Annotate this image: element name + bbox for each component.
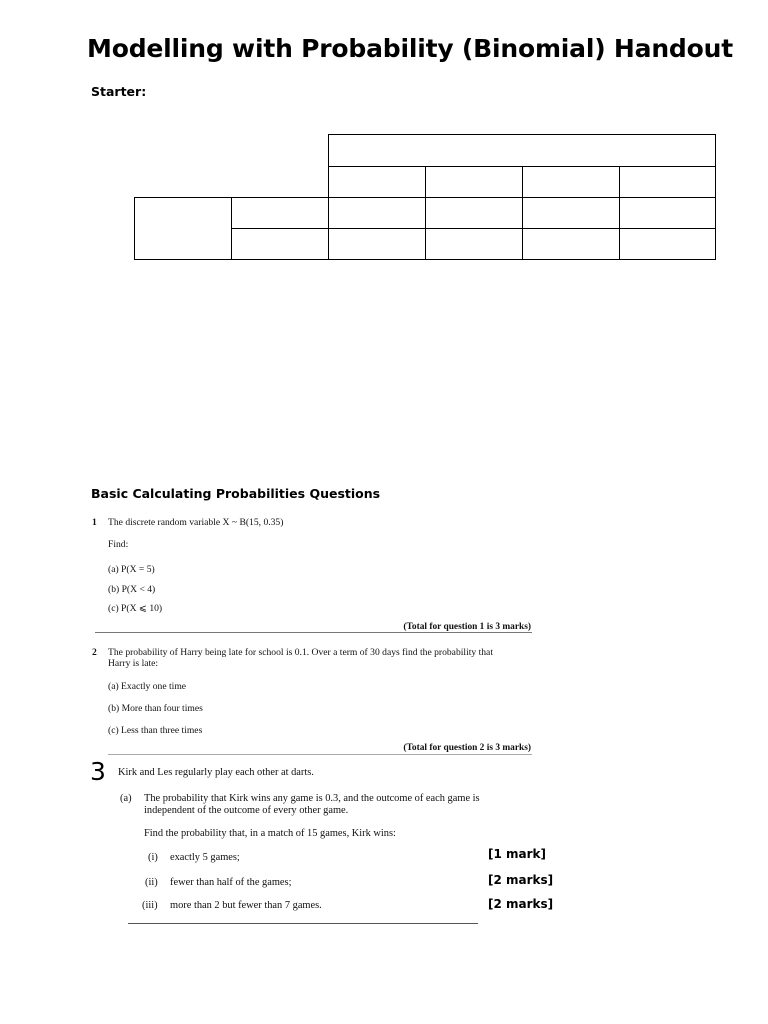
question-part: (b) More than four times: [108, 703, 203, 714]
subpart-text: fewer than half of the games;: [170, 877, 292, 888]
subpart-label: (ii): [145, 877, 158, 888]
table-header-cell: [328, 134, 716, 167]
marks-label: [2 marks]: [488, 897, 554, 911]
table-cell: [522, 228, 620, 260]
question-part: (c) P(X ⩽ 10): [108, 603, 163, 614]
question-number: 1: [92, 517, 97, 528]
table-cell: [425, 228, 523, 260]
marks-label: [1 mark]: [488, 847, 546, 861]
table-row-label-cell: [134, 197, 232, 260]
table-cell: [522, 166, 620, 198]
question-number: 3: [90, 757, 106, 786]
question-part: The probability that Kirk wins any game is 0.3, and the outcome of each game is: [144, 793, 480, 804]
question-part: (b) P(X < 4): [108, 584, 156, 595]
subpart-label: (i): [148, 852, 158, 863]
question-part: (a) P(X = 5): [108, 564, 155, 575]
question-stem: The probability of Harry being late for school is 0.1. Over a term of 30 days find the probability that: [108, 647, 493, 658]
question-find: Find:: [108, 539, 129, 550]
table-cell: [231, 228, 329, 260]
section-heading: Basic Calculating Probabilities Questions: [91, 486, 381, 501]
divider: [108, 754, 532, 755]
question-part: (a) Exactly one time: [108, 681, 187, 692]
question-stem: Harry is late:: [108, 658, 159, 669]
table-cell: [425, 166, 523, 198]
table-cell: [619, 197, 716, 229]
table-cell: [231, 197, 329, 229]
table-cell: [425, 197, 523, 229]
question-total: (Total for question 1 is 3 marks): [403, 622, 531, 632]
question-total: (Total for question 2 is 3 marks): [403, 743, 531, 753]
table-cell: [522, 197, 620, 229]
table-cell: [619, 228, 716, 260]
table-cell: [328, 228, 426, 260]
question-find: Find the probability that, in a match of 15 games, Kirk wins:: [144, 828, 396, 839]
subpart-label: (iii): [142, 900, 158, 911]
question-part: (c) Less than three times: [108, 725, 203, 736]
marks-label: [2 marks]: [488, 873, 554, 887]
table-cell: [328, 197, 426, 229]
subpart-text: exactly 5 games;: [170, 852, 240, 863]
page-title: Modelling with Probability (Binomial) Handout: [87, 34, 733, 63]
table-cell: [328, 166, 426, 198]
divider: [95, 632, 532, 633]
question-stem: Kirk and Les regularly play each other at darts.: [118, 767, 314, 778]
question-stem: The discrete random variable X ~ B(15, 0.35): [108, 517, 284, 528]
question-part-label: (a): [120, 793, 132, 804]
subpart-text: more than 2 but fewer than 7 games.: [170, 900, 322, 911]
table-cell: [619, 166, 716, 198]
question-part: independent of the outcome of every other game.: [144, 805, 349, 816]
starter-label: Starter:: [91, 84, 147, 99]
question-number: 2: [92, 647, 97, 658]
divider: [128, 923, 478, 924]
